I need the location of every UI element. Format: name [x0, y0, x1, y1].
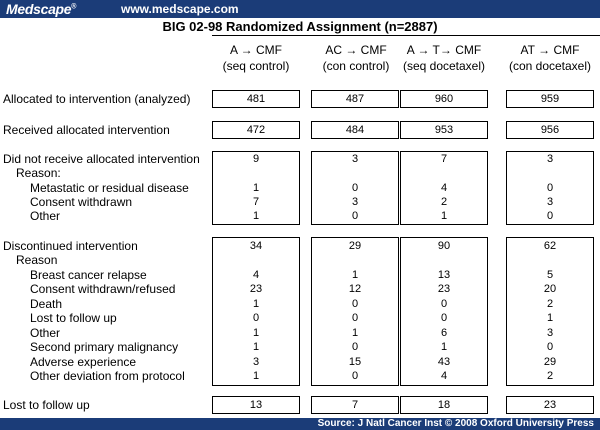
row-value: 0: [546, 210, 554, 222]
registered-mark: ®: [71, 3, 77, 11]
row-value: 0: [440, 312, 448, 324]
row-label: Consent withdrawn/refused: [30, 282, 176, 296]
row-value: 960: [434, 93, 454, 105]
row-label: Received allocated intervention: [3, 123, 170, 137]
row-value: 1: [252, 341, 260, 353]
row-label: Other: [30, 209, 61, 223]
row-label: Lost to follow up: [30, 311, 117, 325]
row-value: 23: [543, 399, 557, 411]
row-label: Discontinued intervention: [3, 239, 138, 253]
row-value: 0: [351, 370, 359, 382]
row-value: 29: [543, 356, 557, 368]
row-label: Death: [30, 297, 63, 311]
row-label: Did not receive allocated intervention: [3, 152, 200, 166]
row-value: 62: [543, 240, 557, 252]
row-value: 472: [246, 124, 266, 136]
row-value: 20: [543, 283, 557, 295]
row-value: 0: [546, 341, 554, 353]
row-value: 3: [546, 196, 554, 208]
arm-description: (con control): [322, 59, 390, 73]
row-value: 43: [437, 356, 451, 368]
row-value: 23: [437, 283, 451, 295]
row-value: 3: [252, 356, 260, 368]
row-value: 23: [249, 283, 263, 295]
row-value: 90: [437, 240, 451, 252]
site-url-link[interactable]: www.medscape.com: [121, 2, 239, 16]
row-value: 1: [546, 312, 554, 324]
row-value: 481: [246, 93, 266, 105]
row-value: 6: [440, 327, 448, 339]
source-citation: Source: J Natl Cancer Inst © 2008 Oxford University Press: [317, 418, 594, 429]
row-value: 0: [252, 312, 260, 324]
row-value: 484: [345, 124, 365, 136]
row-value: 3: [351, 196, 359, 208]
row-value: 0: [351, 182, 359, 194]
row-value: 9: [252, 153, 260, 165]
row-label: Lost to follow up: [3, 398, 90, 412]
row-value: 1: [351, 269, 359, 281]
arm-description: (seq control): [222, 59, 290, 73]
row-value: 0: [351, 312, 359, 324]
row-value: 0: [351, 210, 359, 222]
row-value: 13: [249, 399, 263, 411]
row-value: 15: [348, 356, 362, 368]
row-value: 34: [249, 240, 263, 252]
arm-header-con-docetaxel: [505, 42, 595, 74]
row-label: Allocated to intervention (analyzed): [3, 92, 191, 106]
row-value: 956: [540, 124, 560, 136]
row-value: 1: [440, 210, 448, 222]
row-value: 3: [351, 153, 359, 165]
arm-regimen: A → CMF: [229, 43, 282, 57]
row-value: 29: [348, 240, 362, 252]
arm-description: (con docetaxel): [508, 59, 592, 73]
row-value: 959: [540, 93, 560, 105]
logo-text: Medscape: [6, 1, 72, 17]
row-value: 7: [351, 399, 359, 411]
row-label: Adverse experience: [30, 355, 137, 369]
row-value: 953: [434, 124, 454, 136]
arm-regimen: AT → CMF: [520, 43, 580, 57]
row-label: Metastatic or residual disease: [30, 181, 189, 195]
row-value: 5: [546, 269, 554, 281]
row-value: 0: [546, 182, 554, 194]
row-value: 1: [440, 341, 448, 353]
row-value: 12: [348, 283, 362, 295]
row-label: Breast cancer relapse: [30, 268, 147, 282]
row-value: 0: [440, 298, 448, 310]
arm-header-seq-control: [211, 42, 301, 74]
row-value: 1: [252, 327, 260, 339]
arm-header-seq-docetaxel: [399, 42, 489, 74]
row-label: Other deviation from protocol: [30, 369, 185, 383]
row-value: 7: [440, 153, 448, 165]
row-value: 13: [437, 269, 451, 281]
medscape-logo[interactable]: [6, 1, 76, 17]
row-value: 0: [351, 341, 359, 353]
row-value: 3: [546, 327, 554, 339]
arm-regimen: A → T→ CMF: [406, 43, 482, 57]
row-value: 4: [440, 370, 448, 382]
row-label: Other: [30, 326, 61, 340]
row-value: 0: [351, 298, 359, 310]
row-value: 2: [440, 196, 448, 208]
row-value: 1: [252, 210, 260, 222]
row-value: 18: [437, 399, 451, 411]
row-label: Reason:: [16, 166, 61, 180]
arm-header-con-control: [311, 42, 401, 74]
row-value: 1: [252, 182, 260, 194]
row-label: Second primary malignancy: [30, 340, 179, 354]
row-value: 2: [546, 298, 554, 310]
row-value: 1: [252, 370, 260, 382]
row-value: 487: [345, 93, 365, 105]
arm-regimen: AC → CMF: [325, 43, 387, 57]
row-value: 1: [351, 327, 359, 339]
header-bar: [0, 0, 600, 18]
row-value: 4: [252, 269, 260, 281]
title-divider: [212, 35, 600, 36]
row-value: 2: [546, 370, 554, 382]
footer-bar: [0, 418, 600, 430]
row-label: Reason: [16, 253, 58, 267]
row-value: 3: [546, 153, 554, 165]
figure-title: BIG 02-98 Randomized Assignment (n=2887): [162, 19, 438, 34]
row-value: 7: [252, 196, 260, 208]
arm-description: (seq docetaxel): [402, 59, 486, 73]
row-value: 4: [440, 182, 448, 194]
row-value: 1: [252, 298, 260, 310]
row-label: Consent withdrawn: [30, 195, 133, 209]
